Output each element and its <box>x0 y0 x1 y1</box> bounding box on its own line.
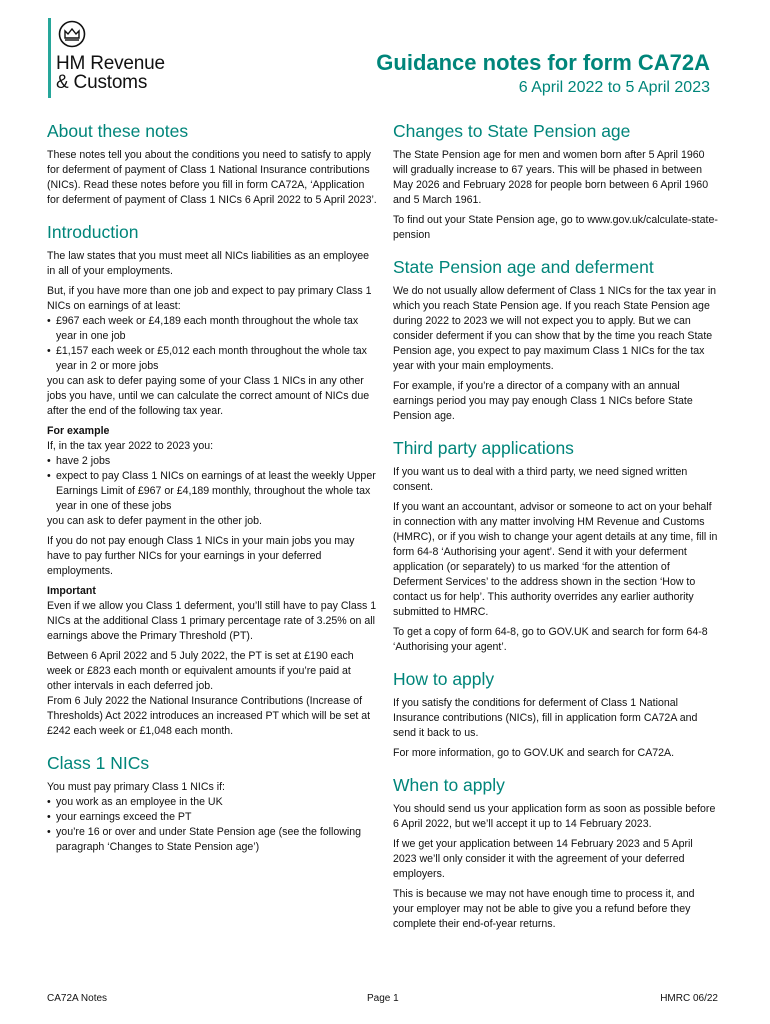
page-title: Guidance notes for form CA72A <box>376 50 710 75</box>
section-third-party <box>393 437 718 655</box>
heading-deferment: State Pension age and deferment <box>393 257 654 277</box>
intro-text-2: But, if you have more than one job and expect to pay primary Class 1 NICs on earnings of at least: <box>47 285 372 312</box>
list-item: • your earnings exceed the PT <box>47 810 377 825</box>
heading-about: About these notes <box>47 121 189 141</box>
royal-crest-icon <box>58 20 86 48</box>
org-line-2: & Customs <box>56 72 148 93</box>
org-logo-text <box>56 54 165 92</box>
deferment-text-1: We do not usually allow deferment of Class 1 NICs for the tax year in which you reach State Pension age. If you reach State Pension age during 2022 to 2023 we will not expect you to apply. But we can consider deferment if you can show that by the time you reach State Pension age, you expect to pay maximum Class 1 NICs for the tax year with your main employments. <box>393 285 717 372</box>
how-text-1: If you satisfy the conditions for deferment of Class 1 National Insurance contributions (NICs), fill in application form CA72A and send it back to us. <box>393 697 698 739</box>
important-label: Important <box>47 585 96 597</box>
list-item: • you work as an employee in the UK <box>47 795 377 810</box>
heading-how-to-apply: How to apply <box>393 669 495 689</box>
footer-version: HMRC 06/22 <box>660 993 718 1004</box>
section-introduction <box>47 221 377 739</box>
intro-text-7: Between 6 April 2022 and 5 July 2022, the PT is set at £190 each week or £823 each month or equivalent amounts if you’re paid at other intervals in each deferred job. <box>47 650 354 692</box>
intro-text-3: you can ask to defer paying some of your Class 1 NICs in any other jobs you have, until we can calculate the correct amount of NICs due after the end of the following tax year. <box>47 375 370 417</box>
heading-third-party: Third party applications <box>393 438 574 458</box>
intro-bullet-list <box>47 314 377 374</box>
class1-text: You must pay primary Class 1 NICs if: <box>47 781 225 793</box>
example-bullet-list <box>47 454 377 514</box>
class1-bullet-list <box>47 795 377 855</box>
logo-bar <box>48 18 51 98</box>
page-subtitle: 6 April 2022 to 5 April 2023 <box>518 79 710 96</box>
section-class1 <box>47 752 377 855</box>
section-deferment <box>393 256 718 424</box>
when-text-3: This is because we may not have enough time to process it, and your employer may not be able to give you a refund before they complete their end-of-year returns. <box>393 888 695 930</box>
deferment-text-2: For example, if you’re a director of a company with an annual earnings period you may pay enough Class 1 NICs before State Pension age. <box>393 380 693 422</box>
heading-class1: Class 1 NICs <box>47 753 150 773</box>
intro-text-8: From 6 July 2022 the National Insurance Contributions (Increase of Thresholds) Act 2022 introduces an increased PT which will be set at £242 each week or £1,048 each month. <box>47 695 371 737</box>
left-column <box>47 120 377 868</box>
list-item: • £967 each week or £4,189 each month throughout the whole tax year in one job <box>47 314 377 344</box>
changes-text-1: The State Pension age for men and women born after 5 April 1960 will gradually increase to 67 years. This will be phased in between May 2026 and February 2028 for people born between 6 April 1960 and 5 March 1961. <box>393 149 709 206</box>
section-about <box>47 120 377 208</box>
list-item: • £1,157 each week or £5,012 each month throughout the whole tax year in 2 or more jobs <box>47 344 377 374</box>
third-text-2: If you want an accountant, advisor or someone to act on your behalf in connection with any matter involving HM Revenue and Customs (HMRC), or if you wish to change your agent details at any time, fill in form 64-8 ‘Authorising your agent’. Send it with your deferment application (or separately) to us marked ‘for the attention of Deferment Services’ to the address shown in the section ‘How to contact us for help’. This authority overrides any earlier authority submitted to HMRC. <box>393 501 718 618</box>
section-changes <box>393 120 718 243</box>
heading-changes: Changes to State Pension age <box>393 121 631 141</box>
example-text: If, in the tax year 2022 to 2023 you: <box>47 440 214 452</box>
list-item: • expect to pay Class 1 NICs on earnings of at least the weekly Upper Earnings Limit of £967 or £4,189 monthly, throughout the whole tax year in one of these jobs <box>47 469 377 514</box>
section-how-to-apply <box>393 668 718 761</box>
example-label: For example <box>47 425 110 437</box>
footer-form-name: CA72A Notes <box>47 993 108 1004</box>
intro-text-4: you can ask to defer payment in the other job. <box>47 515 262 527</box>
third-text-1: If you want us to deal with a third party, we need signed written consent. <box>393 466 688 493</box>
about-text: These notes tell you about the conditions you need to satisfy to apply for deferment of payment of Class 1 National Insurance contributions (NICs). Read these notes before you fill in form CA72A, ‘Application for deferment of payment of Class 1 NICs 6 April 2022 to 5 April 2023’. <box>47 149 377 206</box>
section-when-to-apply <box>393 774 718 932</box>
heading-introduction: Introduction <box>47 222 139 242</box>
when-text-2: If we get your application between 14 February 2023 and 5 April 2023 we’ll only consider it with the agreement of your deferred employers. <box>393 838 693 880</box>
intro-text-5: If you do not pay enough Class 1 NICs in your main jobs you may have to pay further NICs for your earnings in your deferred employments. <box>47 535 355 577</box>
third-text-3: To get a copy of form 64-8, go to GOV.UK and search for form 64-8 ‘Authorising your agent’. <box>393 626 708 653</box>
org-line-1: HM Revenue <box>56 53 165 74</box>
list-item: • you’re 16 or over and under State Pension age (see the following paragraph ‘Changes to State Pension age’) <box>47 825 377 855</box>
footer-page-number: Page 1 <box>367 993 399 1004</box>
list-item: • have 2 jobs <box>47 454 377 469</box>
intro-text-6: Even if we allow you Class 1 deferment, you’ll still have to pay Class 1 NICs at the additional Class 1 primary percentage rate of 3.25% on all earnings above the Primary Threshold (PT). <box>47 600 377 642</box>
title-block <box>376 50 710 98</box>
right-column <box>393 120 718 945</box>
when-text-1: You should send us your application form as soon as possible before 6 April 2022, but we’ll accept it up to 14 February 2023. <box>393 803 716 830</box>
changes-text-2: To find out your State Pension age, go to www.gov.uk/calculate-state-pension <box>393 214 718 241</box>
heading-when-to-apply: When to apply <box>393 775 505 795</box>
intro-text-1: The law states that you must meet all NICs liabilities as an employee in all of your employments. <box>47 250 370 277</box>
how-text-2: For more information, go to GOV.UK and search for CA72A. <box>393 747 675 759</box>
